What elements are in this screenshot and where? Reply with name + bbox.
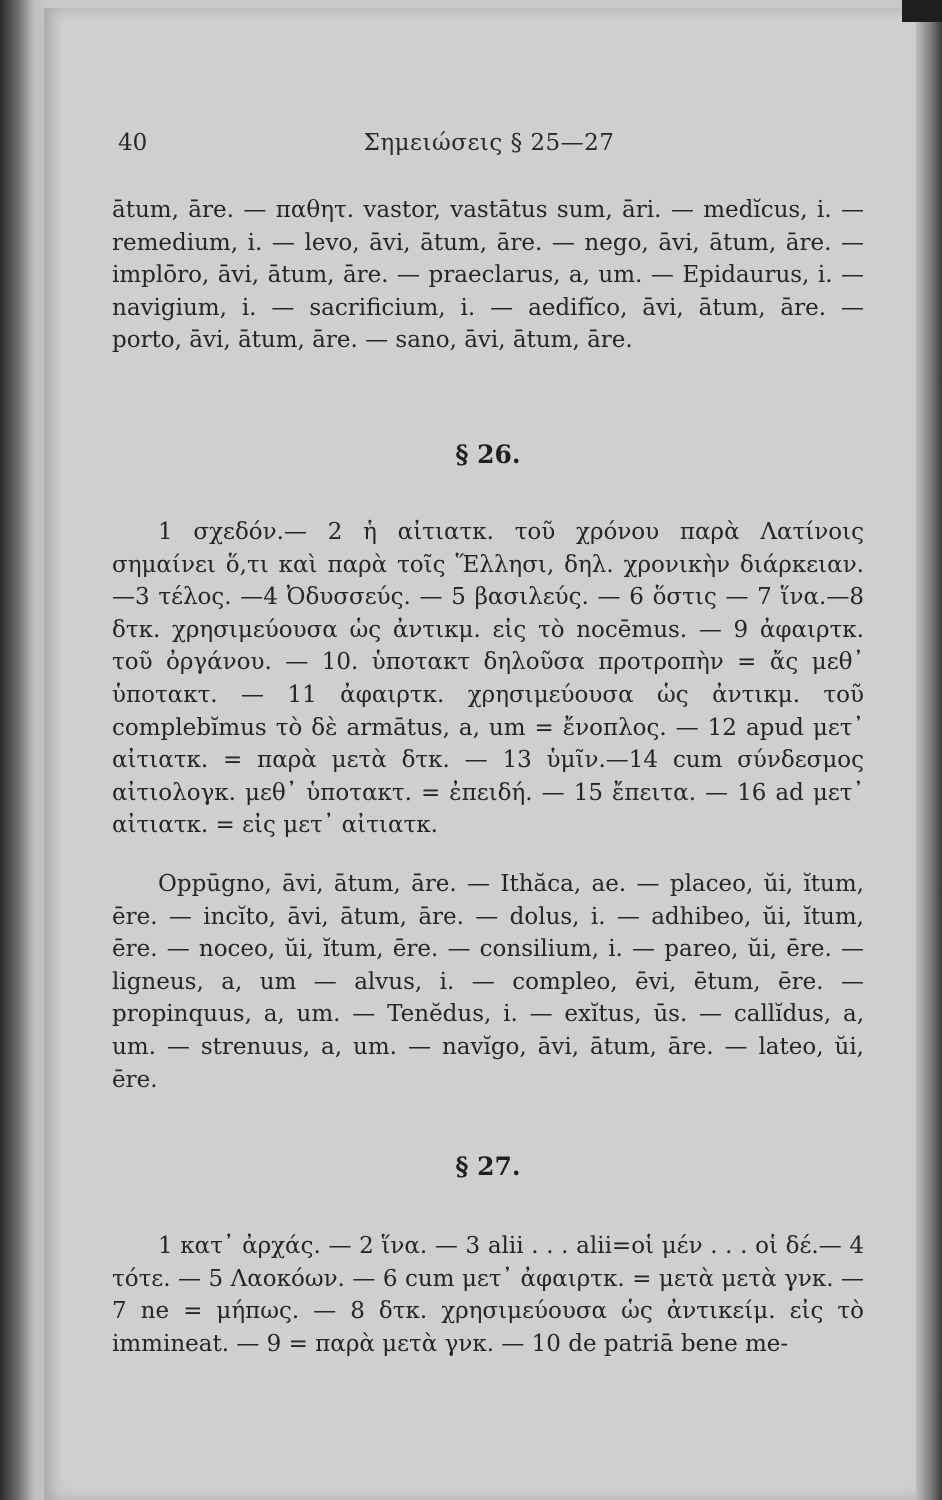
running-head: Σημειώσεις § 25—27 <box>363 130 615 156</box>
page-header <box>118 130 860 170</box>
vocabulary-paragraph-25: ātum, āre. — παθητ. vastor, vastātus sum, āri. — medĭcus, i. — remedium, i. — levo, āvi, ātum, āre. — nego, āvi, ātum, āre. — implōro, āvi, ātum, āre. — praeclarus, a, um. — Epidaurus, i. — navigium, i. — sacrificium, i. — aedifĭco, āvi, ātum, āre. — porto, āvi, ātum, āre. — sano, āvi, ātum, āre. <box>112 197 864 354</box>
section-heading-27: § 27. <box>455 1152 521 1181</box>
page-number: 40 <box>118 130 148 156</box>
scan-corner <box>902 0 942 22</box>
section-heading-26: § 26. <box>455 440 521 469</box>
page-edge-shadow <box>916 0 942 1500</box>
notes-paragraph-26: 1 σχεδόν.— 2 ἡ αἰτιατκ. τοῦ χρόνου παρὰ Λατίνοις σημαίνει ὅ,τι καὶ παρὰ τοῖς Ἕλλησι, δηλ. χρονικὴν διάρκειαν.—3 τέλος. —4 Ὀδυσσεύς. — 5 βασιλεύς. — 6 ὅστις — 7 ἵνα.—8 δτκ. χρησιμεύουσα ὡς ἀντικμ. εἰς τὸ nocēmus. — 9 ἀφαιρτκ. τοῦ ὀργάνου. — 10. ὑποτακτ δηλοῦσα προτροπὴν = ἄς μεθ᾿ ὑποτακτ. — 11 ἀφαιρτκ. χρησιμεύουσα ὡς ἀντικμ. τοῦ complebĭmus τὸ δὲ armātus, a, um = ἔνοπλος. — 12 apud μετ᾿ αἰτιατκ. = παρὰ μετὰ δτκ. — 13 ὑμῖν.—14 cum σύνδεσμος αἰτιολογκ. μεθ᾿ ὑποτακτ. = ἐπειδή. — 15 ἔπειτα. — 16 ad μετ᾿ αἰτιατκ. = εἰς μετ᾿ αἰτιατκ. <box>112 519 864 839</box>
vocabulary-paragraph-26: Oppūgno, āvi, ātum, āre. — Ithăca, ae. — placeo, ŭi, ĭtum, ēre. — incĭto, āvi, ātum, āre. — dolus, i. — adhibeo, ŭi, ĭtum, ēre. — noceo, ŭi, ĭtum, ēre. — consilium, i. — pareo, ŭi, ēre. — ligneus, a, um — alvus, i. — compleo, ēvi, ētum, ēre. — propinquus, a, um. — Tenĕdus, i. — exĭtus, ūs. — callĭdus, a, um. — strenuus, a, um. — navĭgo, āvi, ātum, āre. — lateo, ŭi, ēre. <box>112 871 864 1093</box>
notes-paragraph-27: 1 κατ᾿ ἀρχάς. — 2 ἵνα. — 3 alii . . . alii=οἱ μέν . . . οἱ δέ.— 4 τότε. — 5 Λαοκόων. — 6 cum μετ᾿ ἀφαιρτκ. = μετὰ μετὰ γνκ. — 7 ne = μήπως. — 8 δτκ. χρησιμεύουσα ὡς ἀντικείμ. εἰς τὸ immineat. — 9 = παρὰ μετὰ γνκ. — 10 de patriā bene me- <box>112 1233 864 1357</box>
